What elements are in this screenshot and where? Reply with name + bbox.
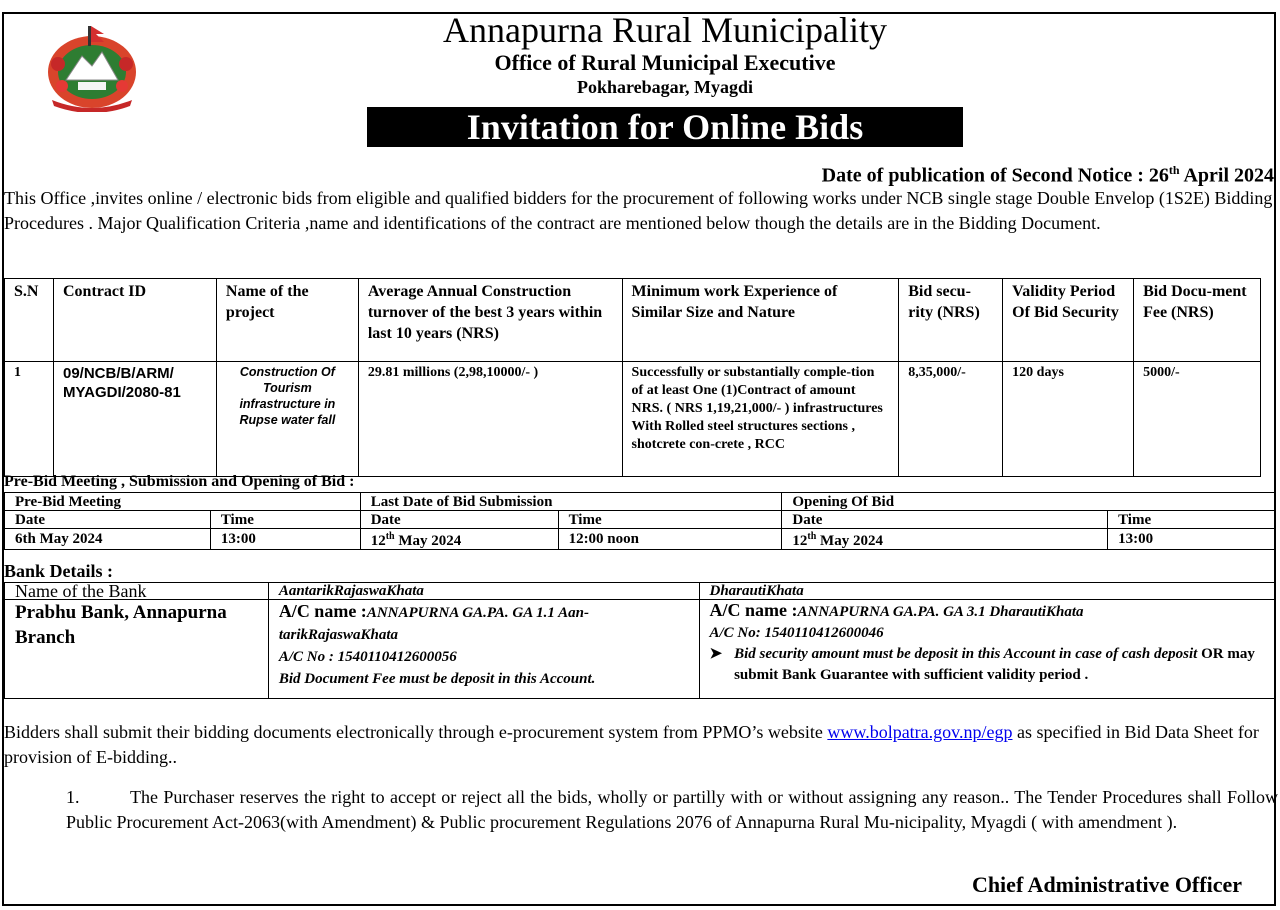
publication-date: Date of publication of Second Notice : 26th April 2024 xyxy=(821,163,1274,187)
opening-header: Opening Of Bid xyxy=(782,493,1275,511)
office-location: Pokharebagar, Myagdi xyxy=(576,77,754,97)
cell-contract-id: 09/NCB/B/ARM/ MYAGDI/2080-81 xyxy=(53,362,216,477)
cell-sn: 1 xyxy=(5,362,54,477)
account1-header: AantarikRajaswaKhata xyxy=(268,583,699,600)
table-header-row xyxy=(5,279,1261,362)
submission-header: Last Date of Bid Submission xyxy=(360,493,782,511)
prebid-time: 13:00 xyxy=(210,529,360,550)
org-name: Annapurna Rural Municipality xyxy=(443,10,887,50)
bank-name: Prabhu Bank, Annapurna Branch xyxy=(5,600,269,699)
submission-time: 12:00 noon xyxy=(558,529,782,550)
header-sn: S.N xyxy=(5,279,54,362)
header-turnover: Average Annual Construction turnover of the best 3 years within last 10 years (NRS) xyxy=(358,279,622,362)
submission-instructions: Bidders shall submit their bidding documents electronically through e-procurement system from PPMO’s website www.bolpatra.gov.np/egp as specified in Bid Data Sheet for provision of E-bidding.. xyxy=(4,722,1259,767)
prebid-header: Pre-Bid Meeting xyxy=(5,493,361,511)
bank-label: Bank Details : xyxy=(4,561,114,581)
opening-date-label: Date xyxy=(782,511,1108,529)
cell-bid-security: 8,35,000/- xyxy=(899,362,1003,477)
bolpatra-link[interactable]: www.bolpatra.gov.np/egp xyxy=(827,722,1013,742)
header-bid-security: Bid secu-rity (NRS) xyxy=(899,279,1003,362)
schedule-label: Pre-Bid Meeting , Submission and Opening of Bid : xyxy=(4,473,355,490)
prebid-time-label: Time xyxy=(210,511,360,529)
cell-turnover: 29.81 millions (2,98,10000/- ) xyxy=(358,362,622,477)
header-contract-id: Contract ID xyxy=(53,279,216,362)
arrow-bullet-icon: ➤ xyxy=(709,646,723,662)
bank-name-header: Name of the Bank xyxy=(5,583,269,600)
account2-details: A/C name :ANNAPURNA GA.PA. GA 3.1 DharautiKhata A/C No: 1540110412600046 ➤ Bid security amount must be deposit in this Account in case of cash deposit OR may submit Bank Guarantee with sufficient validity period . xyxy=(699,600,1275,699)
submission-date: 12th May 2024 xyxy=(360,529,558,550)
opening-date: 12th May 2024 xyxy=(782,529,1108,550)
office-name: Office of Rural Municipal Executive xyxy=(494,50,836,75)
header-project: Name of the project xyxy=(216,279,358,362)
opening-time: 13:00 xyxy=(1108,529,1275,550)
cell-project: Construction Of Tourism infrastructure in Rupse water fall xyxy=(216,362,358,477)
table-row xyxy=(5,362,1261,477)
header-validity: Validity Period Of Bid Security xyxy=(1003,279,1134,362)
account1-details: A/C name :ANNAPURNA GA.PA. GA 1.1 Aan-tarikRajaswaKhata A/C No : 1540110412600056 Bid Document Fee must be deposit in this Account. xyxy=(268,600,699,699)
account2-header: DharautiKhata xyxy=(699,583,1275,600)
bank-table xyxy=(4,582,1275,699)
contract-table xyxy=(4,278,1261,477)
terms-note: 1. The Purchaser reserves the right to accept or reject all the bids, wholly or partilly with or without assigning any reason.. The Tender Procedures shall Follow Public Procurement Act-2063(with Amendment) & Public procurement Regulations 2076 of Annapurna Rural Mu-nicipality, Myagdi ( with amendment ). xyxy=(66,787,1278,832)
cell-validity: 120 days xyxy=(1003,362,1134,477)
cell-doc-fee: 5000/- xyxy=(1134,362,1261,477)
intro-paragraph: This Office ,invites online / electronic bids from eligible and qualified bidders for the procurement of following works under NCB single stage Double Envelop (1S2E) Bidding Procedures . Major Qualification Criteria ,name and identifications of the contract are mentioned below though the details are in the Bidding Document. xyxy=(4,188,1273,233)
schedule-table xyxy=(4,492,1275,550)
header-doc-fee: Bid Docu-ment Fee (NRS) xyxy=(1134,279,1261,362)
prebid-date: 6th May 2024 xyxy=(5,529,211,550)
submission-date-label: Date xyxy=(360,511,558,529)
submission-time-label: Time xyxy=(558,511,782,529)
opening-time-label: Time xyxy=(1108,511,1275,529)
prebid-date-label: Date xyxy=(5,511,211,529)
header-experience: Minimum work Experience of Similar Size and Nature xyxy=(622,279,899,362)
page-title-banner: Invitation for Online Bids xyxy=(367,107,963,147)
cell-experience: Successfully or substantially comple-tion of at least One (1)Contract of amount NRS. ( NRS 1,19,21,000/- ) infrastructures With Rolled steel structures sections , shotcrete con-crete , RCC xyxy=(622,362,899,477)
signature: Chief Administrative Officer xyxy=(971,872,1242,897)
